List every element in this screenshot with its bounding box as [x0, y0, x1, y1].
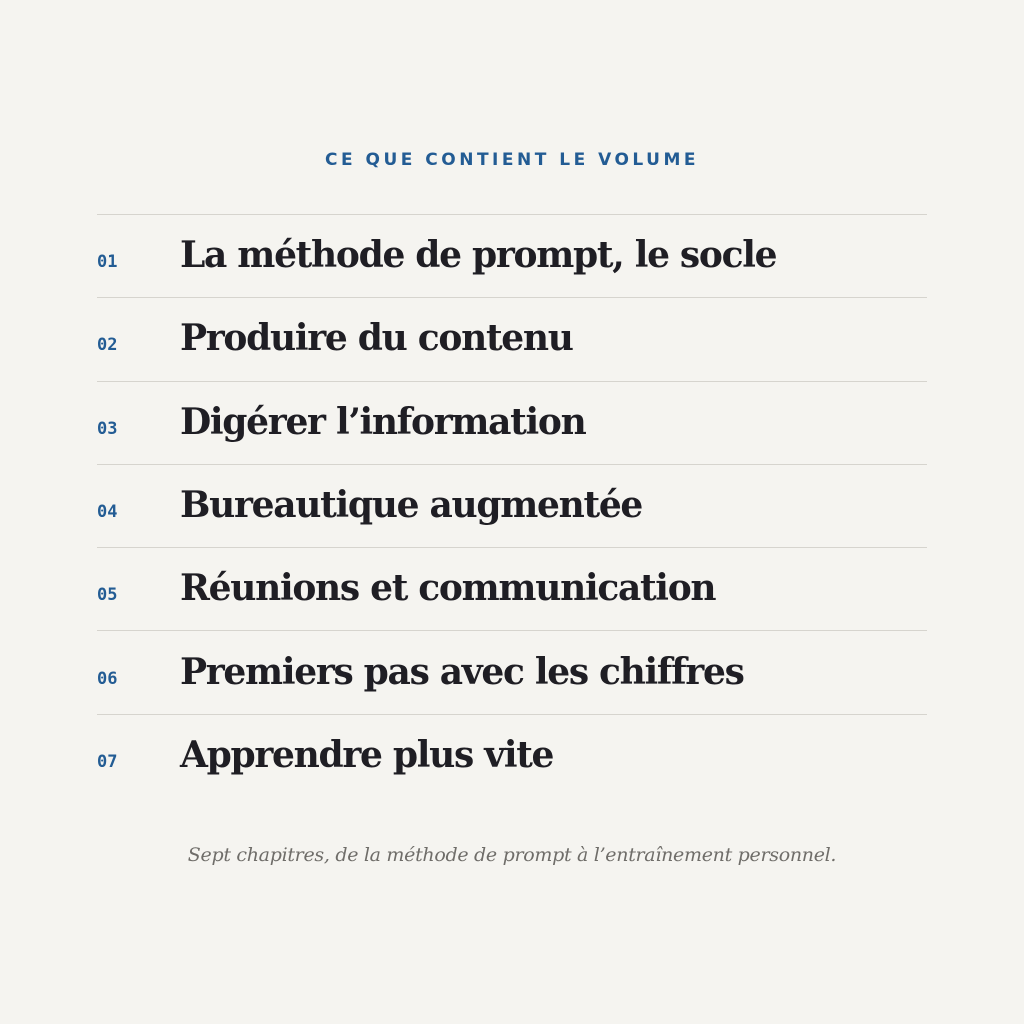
chapter-number: 02 — [97, 335, 118, 356]
chapter-row-01 — [97, 215, 927, 298]
chapter-title: Apprendre plus vite — [180, 734, 554, 777]
chapter-row-03 — [97, 382, 927, 465]
chapter-title: Réunions et communication — [180, 567, 716, 610]
chapter-title: Digérer l’information — [180, 400, 586, 443]
chapter-number: 06 — [97, 668, 118, 689]
table-of-contents — [97, 214, 927, 798]
chapter-row-06 — [97, 631, 927, 714]
chapter-title: Produire du contenu — [180, 317, 573, 360]
chapter-title: La méthode de prompt, le socle — [180, 234, 777, 277]
chapter-title: Premiers pas avec les chiffres — [180, 650, 744, 693]
chapter-number: 04 — [97, 502, 118, 523]
chapter-row-04 — [97, 465, 927, 548]
chapter-number: 01 — [97, 252, 118, 273]
chapter-number: 05 — [97, 585, 118, 606]
chapter-row-07 — [97, 715, 927, 798]
section-eyebrow: CE QUE CONTIENT LE VOLUME — [325, 150, 699, 170]
chapter-number: 03 — [97, 418, 118, 439]
chapter-row-02 — [97, 298, 927, 381]
chapter-number: 07 — [97, 752, 118, 773]
chapter-row-05 — [97, 548, 927, 631]
summary-caption: Sept chapitres, de la méthode de prompt à l’entraînement personnel. — [187, 844, 837, 866]
chapter-title: Bureautique augmentée — [180, 484, 643, 527]
